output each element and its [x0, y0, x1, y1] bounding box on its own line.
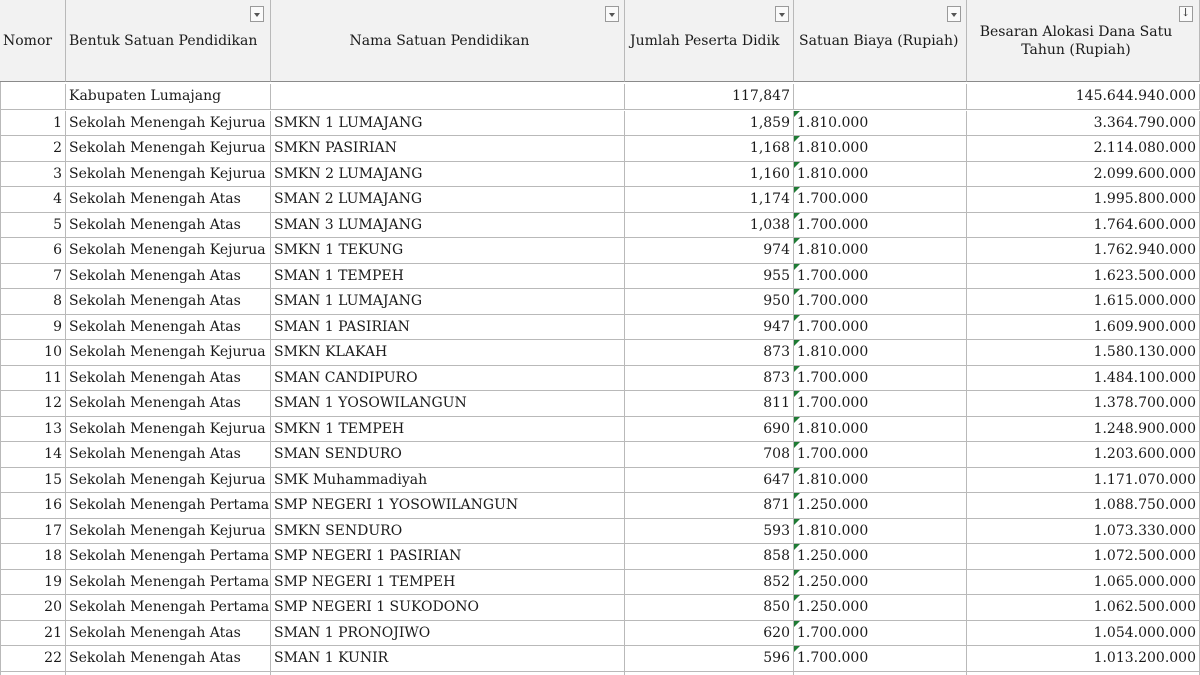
cell-satuan-value: 1.700.000 — [797, 267, 869, 284]
cell-jumlah[interactable]: 974 — [625, 238, 794, 264]
cell-besaran[interactable]: 1.764.600.000 — [967, 213, 1200, 239]
cell-satuan-value: 1.810.000 — [797, 471, 869, 488]
cell-nomor[interactable]: 21 — [0, 621, 66, 647]
number-stored-as-text-indicator — [794, 595, 800, 601]
cell-satuan[interactable] — [794, 340, 967, 366]
cell-nama[interactable]: SMAN 1 PRONOJIWO — [271, 621, 625, 647]
cell-bentuk[interactable]: Sekolah Menengah Atas — [66, 315, 271, 341]
cell-besaran[interactable]: 1.065.000.000 — [967, 570, 1200, 596]
table-row — [0, 238, 1200, 264]
number-stored-as-text-indicator — [794, 519, 800, 525]
sort-descending-icon[interactable] — [1179, 6, 1193, 22]
table-row — [0, 264, 1200, 290]
cell-nama[interactable]: SMKN 1 TEKUNG — [271, 238, 625, 264]
number-stored-as-text-indicator — [794, 544, 800, 550]
cell-nomor[interactable]: 1 — [0, 111, 66, 137]
cell-besaran[interactable]: 1.378.700.000 — [967, 391, 1200, 417]
header-row — [0, 0, 1200, 82]
cell-satuan-value: 1.810.000 — [797, 420, 869, 437]
table-row — [0, 162, 1200, 188]
cell-nomor[interactable]: 5 — [0, 213, 66, 239]
cell-nomor[interactable]: 11 — [0, 366, 66, 392]
cell-jumlah[interactable]: 947 — [625, 315, 794, 341]
cell-nomor[interactable] — [0, 670, 66, 675]
cell-satuan-value: 1.810.000 — [797, 344, 869, 360]
cell-nomor[interactable]: 15 — [0, 468, 66, 494]
cell-bentuk[interactable]: Sekolah Menengah Atas — [66, 187, 271, 213]
cell-jumlah[interactable]: 950 — [625, 289, 794, 315]
cell-bentuk[interactable]: Sekolah Menengah Kejurua — [66, 111, 271, 137]
cell-nomor[interactable]: 13 — [0, 417, 66, 443]
number-stored-as-text-indicator — [794, 493, 800, 499]
cell-jumlah[interactable]: 955 — [625, 264, 794, 290]
cell-jumlah[interactable]: 117,847 — [625, 84, 794, 110]
table-row — [0, 570, 1200, 596]
cell-satuan[interactable] — [794, 417, 967, 443]
cell-satuan[interactable] — [794, 468, 967, 494]
cell-satuan-value: 1.810.000 — [797, 114, 869, 131]
cell-nomor[interactable]: 10 — [0, 340, 66, 366]
number-stored-as-text-indicator — [794, 315, 800, 321]
header-bentuk-label: Bentuk Satuan Pendidikan — [69, 32, 258, 49]
cell-besaran[interactable]: 1.615.000.000 — [967, 289, 1200, 315]
number-stored-as-text-indicator — [794, 187, 800, 193]
header-nama[interactable] — [271, 0, 625, 82]
header-nomor[interactable] — [0, 0, 66, 82]
cell-satuan[interactable] — [794, 670, 967, 675]
number-stored-as-text-indicator — [794, 391, 800, 397]
cell-nama[interactable]: SMKN 2 LUMAJANG — [271, 162, 625, 188]
cell-nomor[interactable]: 20 — [0, 595, 66, 621]
cell-bentuk[interactable]: Sekolah Menengah Pertama — [66, 493, 271, 519]
cell-nomor[interactable]: 8 — [0, 289, 66, 315]
cell-nomor[interactable]: 3 — [0, 162, 66, 188]
header-nama-label: Nama Satuan Pendidikan — [349, 32, 530, 49]
cell-satuan-value: 1.700.000 — [797, 650, 869, 666]
cell-bentuk[interactable]: Sekolah Menengah Kejurua — [66, 340, 271, 366]
header-satuan[interactable] — [794, 0, 967, 82]
cell-jumlah[interactable]: 1,859 — [625, 111, 794, 137]
cell-bentuk[interactable]: Sekolah Menengah Atas — [66, 366, 271, 392]
cell-nama[interactable]: SMAN 1 KUNIR — [271, 646, 625, 672]
filter-dropdown-icon[interactable] — [605, 6, 619, 22]
cell-jumlah[interactable]: 858 — [625, 544, 794, 570]
cell-satuan[interactable] — [794, 519, 967, 545]
header-bentuk[interactable] — [66, 0, 271, 82]
cell-jumlah[interactable]: 593 — [625, 519, 794, 545]
cell-satuan-value: 1.700.000 — [797, 369, 869, 386]
cell-satuan-value: 1.700.000 — [797, 624, 869, 641]
cell-satuan[interactable] — [794, 315, 967, 341]
summary-row — [0, 84, 1200, 110]
cell-nama[interactable]: SMAN 2 LUMAJANG — [271, 187, 625, 213]
cell-jumlah[interactable]: 1,160 — [625, 162, 794, 188]
cell-bentuk[interactable]: Sekolah Menengah Pertama — [66, 570, 271, 596]
cell-bentuk[interactable]: Sekolah Menengah Atas — [66, 289, 271, 315]
cell-satuan[interactable] — [794, 84, 967, 110]
table-row — [0, 595, 1200, 621]
header-jumlah[interactable] — [625, 0, 794, 82]
cell-jumlah[interactable]: 852 — [625, 570, 794, 596]
table-row — [0, 315, 1200, 341]
cell-satuan[interactable] — [794, 111, 967, 137]
table-row — [0, 340, 1200, 366]
cell-nama[interactable]: SMAN 1 PASIRIAN — [271, 315, 625, 341]
header-besaran-label: Besaran Alokasi Dana Satu Tahun (Rupiah) — [979, 23, 1173, 58]
table-row — [0, 621, 1200, 647]
cell-satuan[interactable] — [794, 187, 967, 213]
number-stored-as-text-indicator — [794, 570, 800, 576]
header-jumlah-label: Jumlah Peserta Didik — [630, 32, 780, 49]
header-satuan-label: Satuan Biaya (Rupiah) — [799, 32, 959, 49]
cell-nama[interactable]: SMP NEGERI 1 YOSOWILANGUN — [271, 493, 625, 519]
cell-nama[interactable]: SMP NEGERI 1 SUKODONO — [271, 595, 625, 621]
cell-nomor[interactable]: 14 — [0, 442, 66, 468]
cell-satuan-value: 1.250.000 — [797, 599, 869, 615]
number-stored-as-text-indicator — [794, 417, 800, 423]
table-row — [0, 391, 1200, 417]
cell-satuan[interactable] — [794, 162, 967, 188]
cell-satuan[interactable] — [794, 621, 967, 647]
cell-satuan[interactable] — [794, 442, 967, 468]
cell-bentuk[interactable]: Sekolah Menengah Atas — [66, 646, 271, 672]
cell-jumlah[interactable]: 1,038 — [625, 213, 794, 239]
cell-nama[interactable]: SMKN 1 TEMPEH — [271, 417, 625, 443]
cell-satuan[interactable] — [794, 264, 967, 290]
cell-satuan-value: 1.700.000 — [797, 191, 869, 207]
cell-satuan[interactable] — [794, 544, 967, 570]
cell-bentuk[interactable]: Sekolah Menengah Kejurua — [66, 136, 271, 162]
cell-nama[interactable]: SMKN KLAKAH — [271, 340, 625, 366]
header-nomor-label: Nomor — [3, 32, 53, 49]
table-row — [0, 111, 1200, 137]
cell-satuan[interactable] — [794, 570, 967, 596]
table-row — [0, 493, 1200, 519]
cell-nomor[interactable]: 12 — [0, 391, 66, 417]
cell-satuan-value: 1.810.000 — [797, 522, 869, 539]
cell-bentuk[interactable]: Sekolah Menengah Kejurua — [66, 162, 271, 188]
cell-besaran[interactable]: 1.995.800.000 — [967, 187, 1200, 213]
cell-nama[interactable]: SMP NEGERI 1 TEMPEH — [271, 570, 625, 596]
cell-jumlah[interactable]: 690 — [625, 417, 794, 443]
cell-besaran[interactable]: 1.609.900.000 — [967, 315, 1200, 341]
cell-nama[interactable]: SMAN 3 LUMAJANG — [271, 213, 625, 239]
table-row — [0, 213, 1200, 239]
cell-nomor[interactable] — [0, 84, 66, 110]
table-row-partial — [0, 670, 1200, 675]
filter-dropdown-icon[interactable] — [947, 6, 961, 22]
number-stored-as-text-indicator — [794, 162, 800, 168]
cell-satuan[interactable] — [794, 646, 967, 672]
cell-satuan[interactable] — [794, 136, 967, 162]
table-row — [0, 289, 1200, 315]
cell-nomor[interactable]: 16 — [0, 493, 66, 519]
cell-nomor[interactable]: 22 — [0, 646, 66, 672]
cell-bentuk[interactable]: Sekolah Menengah Kejurua — [66, 238, 271, 264]
cell-satuan-value: 1.250.000 — [797, 497, 869, 513]
cell-besaran[interactable]: 2.099.600.000 — [967, 162, 1200, 188]
cell-nama[interactable]: SMAN SENDURO — [271, 442, 625, 468]
cell-besaran[interactable]: 145.644.940.000 — [967, 84, 1200, 110]
table-row — [0, 519, 1200, 545]
cell-satuan-value: 1.700.000 — [797, 395, 869, 411]
cell-besaran[interactable]: 1.073.330.000 — [967, 519, 1200, 545]
cell-satuan-value: 1.700.000 — [797, 318, 869, 335]
cell-jumlah[interactable]: 850 — [625, 595, 794, 621]
cell-satuan-value: 1.700.000 — [797, 293, 869, 309]
table-row — [0, 136, 1200, 162]
cell-besaran[interactable]: 2.114.080.000 — [967, 136, 1200, 162]
cell-satuan[interactable] — [794, 213, 967, 239]
cell-jumlah[interactable]: 1,174 — [625, 187, 794, 213]
number-stored-as-text-indicator — [794, 366, 800, 372]
number-stored-as-text-indicator — [794, 468, 800, 474]
cell-jumlah[interactable]: 873 — [625, 340, 794, 366]
cell-jumlah[interactable]: 1,168 — [625, 136, 794, 162]
cell-nama[interactable]: SMKN 1 LUMAJANG — [271, 111, 625, 137]
cell-bentuk[interactable]: Kabupaten Lumajang — [66, 84, 271, 110]
cell-besaran[interactable]: 1.248.900.000 — [967, 417, 1200, 443]
cell-nomor[interactable]: 2 — [0, 136, 66, 162]
cell-nama[interactable] — [271, 670, 625, 675]
table-row — [0, 366, 1200, 392]
cell-nama[interactable]: SMAN 1 YOSOWILANGUN — [271, 391, 625, 417]
cell-bentuk[interactable]: Sekolah Menengah Pertama — [66, 595, 271, 621]
cell-nomor[interactable]: 9 — [0, 315, 66, 341]
cell-besaran[interactable]: 1.072.500.000 — [967, 544, 1200, 570]
cell-satuan[interactable] — [794, 238, 967, 264]
table-row — [0, 646, 1200, 672]
cell-bentuk[interactable]: Sekolah Menengah Atas — [66, 391, 271, 417]
number-stored-as-text-indicator — [794, 646, 800, 652]
cell-bentuk[interactable]: Sekolah Menengah Atas — [66, 442, 271, 468]
number-stored-as-text-indicator — [794, 213, 800, 219]
table-row — [0, 417, 1200, 443]
cell-jumlah[interactable]: 596 — [625, 646, 794, 672]
cell-satuan-value: 1.810.000 — [797, 242, 869, 258]
cell-besaran[interactable]: 1.062.500.000 — [967, 595, 1200, 621]
cell-nama[interactable]: SMP NEGERI 1 PASIRIAN — [271, 544, 625, 570]
cell-jumlah[interactable]: 873 — [625, 366, 794, 392]
cell-bentuk[interactable]: Sekolah Menengah Kejurua — [66, 417, 271, 443]
cell-besaran[interactable]: 1.171.070.000 — [967, 468, 1200, 494]
cell-bentuk[interactable]: Sekolah Menengah Pertama — [66, 544, 271, 570]
cell-besaran[interactable]: 1.203.600.000 — [967, 442, 1200, 468]
cell-bentuk[interactable]: Sekolah Menengah Atas — [66, 264, 271, 290]
cell-jumlah[interactable] — [625, 670, 794, 675]
cell-satuan[interactable] — [794, 595, 967, 621]
cell-nama[interactable]: SMKN PASIRIAN — [271, 136, 625, 162]
cell-nomor[interactable]: 7 — [0, 264, 66, 290]
filter-dropdown-icon[interactable] — [775, 6, 789, 22]
cell-satuan[interactable] — [794, 391, 967, 417]
cell-satuan-value: 1.810.000 — [797, 140, 869, 156]
cell-besaran[interactable]: 1.088.750.000 — [967, 493, 1200, 519]
cell-jumlah[interactable]: 871 — [625, 493, 794, 519]
table-row — [0, 187, 1200, 213]
number-stored-as-text-indicator — [794, 289, 800, 295]
number-stored-as-text-indicator — [794, 238, 800, 244]
cell-bentuk[interactable]: Sekolah Menengah Kejurua — [66, 468, 271, 494]
filter-dropdown-icon[interactable] — [250, 6, 264, 22]
cell-bentuk[interactable] — [66, 670, 271, 675]
number-stored-as-text-indicator — [794, 442, 800, 448]
cell-besaran[interactable]: 1.580.130.000 — [967, 340, 1200, 366]
number-stored-as-text-indicator — [794, 264, 800, 270]
cell-jumlah[interactable]: 620 — [625, 621, 794, 647]
cell-satuan-value: 1.700.000 — [797, 446, 869, 462]
cell-jumlah[interactable]: 708 — [625, 442, 794, 468]
cell-nama[interactable]: SMK Muhammadiyah — [271, 468, 625, 494]
cell-satuan[interactable] — [794, 289, 967, 315]
cell-nama[interactable] — [271, 84, 625, 110]
number-stored-as-text-indicator — [794, 111, 800, 117]
cell-nomor[interactable]: 19 — [0, 570, 66, 596]
cell-nama[interactable]: SMAN 1 LUMAJANG — [271, 289, 625, 315]
cell-satuan-value: 1.810.000 — [797, 165, 869, 182]
cell-nomor[interactable]: 4 — [0, 187, 66, 213]
cell-nama[interactable]: SMKN SENDURO — [271, 519, 625, 545]
cell-jumlah[interactable]: 811 — [625, 391, 794, 417]
number-stored-as-text-indicator — [794, 621, 800, 627]
table-row — [0, 468, 1200, 494]
table-row — [0, 544, 1200, 570]
cell-besaran[interactable]: 1.762.940.000 — [967, 238, 1200, 264]
cell-bentuk[interactable]: Sekolah Menengah Kejurua — [66, 519, 271, 545]
cell-satuan-value: 1.700.000 — [797, 216, 869, 233]
cell-nomor[interactable]: 17 — [0, 519, 66, 545]
cell-besaran[interactable]: 1.623.500.000 — [967, 264, 1200, 290]
cell-besaran[interactable]: 1.013.200.000 — [967, 646, 1200, 672]
number-stored-as-text-indicator — [794, 340, 800, 346]
cell-satuan-value: 1.250.000 — [797, 573, 869, 590]
cell-satuan[interactable] — [794, 366, 967, 392]
number-stored-as-text-indicator — [794, 136, 800, 142]
cell-besaran[interactable]: 1.484.100.000 — [967, 366, 1200, 392]
cell-besaran[interactable]: 1.054.000.000 — [967, 621, 1200, 647]
cell-besaran[interactable] — [967, 670, 1200, 675]
cell-satuan-value: 1.250.000 — [797, 548, 869, 564]
header-besaran[interactable] — [967, 0, 1200, 82]
cell-nama[interactable]: SMAN CANDIPURO — [271, 366, 625, 392]
cell-nomor[interactable]: 18 — [0, 544, 66, 570]
cell-satuan[interactable] — [794, 493, 967, 519]
cell-besaran[interactable]: 3.364.790.000 — [967, 111, 1200, 137]
table-row — [0, 442, 1200, 468]
cell-nama[interactable]: SMAN 1 TEMPEH — [271, 264, 625, 290]
cell-bentuk[interactable]: Sekolah Menengah Atas — [66, 213, 271, 239]
cell-nomor[interactable]: 6 — [0, 238, 66, 264]
cell-jumlah[interactable]: 647 — [625, 468, 794, 494]
cell-bentuk[interactable]: Sekolah Menengah Atas — [66, 621, 271, 647]
